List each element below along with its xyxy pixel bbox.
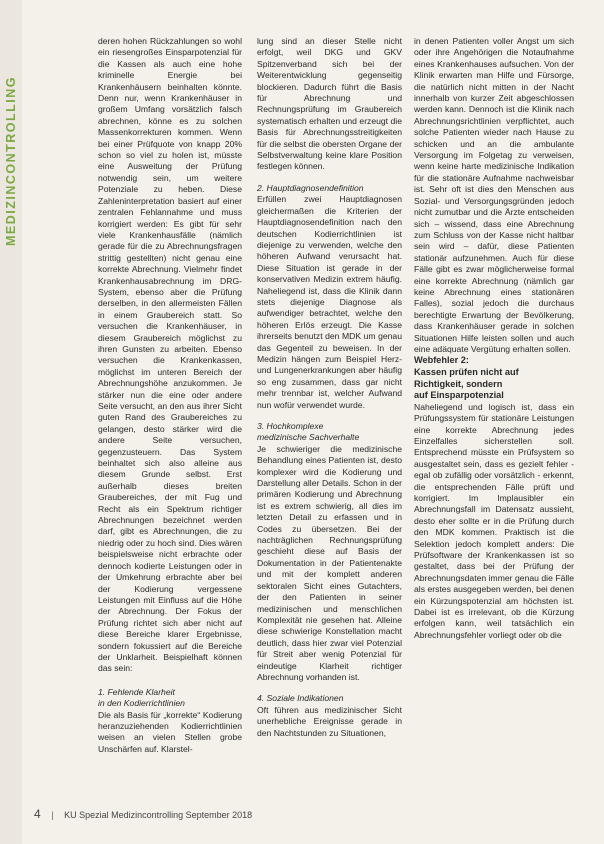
section-heading: Webfehler 2: Kassen prüfen nicht auf Richtigkeit, sondern auf Einsparpotenzial	[414, 355, 519, 401]
text-column-1	[98, 36, 242, 755]
paragraph: Naheliegend und logisch ist, dass ein Prüfungssystem für stationäre Leistungen eine korrekte Abrechnung jedes Einzelfalles sicherstellen soll. Entsprechend müsste ein Prüfsystem so ausgestaltet sein, dass es gezielt fehler - egal ob zufällig oder vorsätzlich - erkennt, die entsprechenden Fälle prüft und korrigiert. Im Implausibler ein Abrechnungsfall im Datensatz aussieht, desto eher sollte er in die Prüfung durch den MDK kommen. Praktisch ist die Selektion jedoch komplett anders: Die Prüfsoftware der Krankenkassen ist so gestaltet, dass bei der Prüfung der Abrechnungsdaten immer genau die Fälle als erstes ausgegeben werden, bei denen ein Kürzungspotenzial am höchsten ist. Dabei ist es irrelevant, ob die Kürzung erfolgen kann, weil tatsächlich ein Abrechnungsfehler vorliegt oder ob die	[414, 401, 574, 640]
paragraph: Die als Basis für „korrekte“ Kodierung heranzuziehenden Kodierrichtlinien weisen an vielen Stellen grobe Unschärfen auf. Klarstel-	[98, 709, 242, 754]
paragraph: deren hohen Rückzahlungen so wohl ein riesengroßes Einsparpotenzial für die Kassen als auch eine hohe kriminelle Energie bei Krankenhäusern beinhalten könnte. Denn nur, wenn Krankenhäuser in großem Umfang vorsätzlich falsch abrechnen, könne es zu solchen Massenkorrekturen kommen. Wenn bei einer Prüfquote von knapp 20% schon so viel zu holen ist, müsste eine Ausweitung der Prüfung notwendig sein, um weitere Potenziale zu heben. Diese Zahleninterpretation basiert auf einer zentralen Fehlannahme und muss korrigiert werden: Es gibt für sehr viele Krankenhausfälle (nämlich gerade für die zu Abrechnungsfragen strittig gestellten) nicht genau eine korrekte Abrechnung. Vielmehr findet Krankenhausabrechnung im DRG-System, ebenso aber die Prüfung derselben, in den allermeisten Fällen in einem Graubereich statt. So versuchen die Krankenhäuser, in diesem Graubereich möglichst zu ihren Gunsten zu arbeiten. Ebenso versuchen die Krankenkassen, möglichst im unteren Bereich der Abrechnungshöhe anzukommen. Je stärker nun die eine oder andere Seite versucht, an den aus ihrer Sicht guten Rand des Graubereiches zu gelangen, desto stärker wird die andere Seite versuchen, gegenzusteuern. Das System beinhaltet sich also alleine aus diesem Grunde selbst. Erst außerhalb dieses breiten Graubereiches, der mit Fug und Recht als ein Spektrum richtiger Abrechnungen bezeichnet werden darf, gibt es Abrechnungen, die zu niedrig oder zu hoch sind. Dies wären beispielsweise nicht erbrachte oder dennoch kodierte Leistungen oder in der Umkehrung erbrachte aber bei der Kodierung vergessene Leistungen mit Einfluss auf die Höhe der Abrechnung. Der Fokus der Prüfung richtet sich aber nicht auf diese Bereiche klarer Ergebnisse, sondern fokussiert auf die Bereiche der Unklarheit. Beispielhaft können das sein:	[98, 36, 242, 674]
paragraph: Je schwieriger die medizinische Behandlung eines Patienten ist, desto komplexer wird die Kodierung und Darstellung aller Details. Schon in der primären Kodierung und Abrechnung ist es extrem schwierig, all dies im letzten Detail zu erfassen und in Codes zu übersetzen. Bei der nachträglichen Rechnungsprüfung geschieht diese auf Basis der Dokumentation in der Patientenakte und mit der komplett anderen sektoralen Sicht eines Gutachters, der den Patienten in seiner medizinischen und menschlichen Komplexität nie gesehen hat. Alleine diese schwierige Konstellation macht deutlich, dass hier zwar viel Potenzial für Streit aber wenig Potenzial für eindeutige Klarheit richtiger Abrechnung vorhanden ist.	[257, 443, 402, 682]
subheading: 3. Hochkomplexe medizinische Sachverhalte	[257, 421, 360, 443]
page-footer	[34, 807, 252, 821]
text-column-3	[414, 36, 574, 641]
publication-name: KU Spezial Medizincontrolling September 2018	[64, 810, 253, 820]
section-sidebar	[0, 0, 22, 844]
section-label: MEDIZINCONTROLLING	[4, 75, 18, 247]
paragraph: Oft führen aus medizinischer Sicht unerhebliche Ereignisse gerade in den Nachtstunden zu Situationen,	[257, 704, 402, 738]
paragraph: Erfüllen zwei Hauptdiagnosen gleichermaßen die Kriterien der Hauptdiagnosendefinition nach den deutschen Kodierrichtlinien ist diejenige zu verwenden, welche den höheren Aufwand verursacht hat. Diese Situation ist gerade in der konservativen Medizin extrem häufig. Naheliegend ist, dass die Klinik dann stets diejenige Diagnose als aufwendiger betrachtet, welche den höheren Erlös erzeugt. Die Kasse ihrerseits benutzt den MDK um genau das Gegenteil zu beweisen. In der Medizin hängen zum Beispiel Herz- und Lungenerkrankungen aber häufig so eng zusammen, dass gar nicht mehr trennbar ist, welcher Aufwand nun wofür verwendet wurde.	[257, 194, 402, 410]
paragraph: in denen Patienten voller Angst um sich oder ihre Angehörigen die Notaufnahme eines Krankenhauses aufsuchen. Von der Klinik erwarten man Hilfe und Fürsorge, die natürlich nicht mitten in der Nacht innerhalb von kurzer Zeit abgeschlossen werden kann. Dennoch ist die Klinik nach Abrechnungsrichtlinien verpflichtet, auch solche Patienten wieder nach Hause zu schicken und an die ambulante Versorgung im Folgetag zu verweisen, wenn keine harte medizinische Indikation für die stationäre Aufnahme nachweisbar ist. Sehr oft ist dies den Menschen aus Sozial- und Versorgungsgründen jedoch nicht zumutbar und die Ärzte entscheiden sich – wissend, dass eine Abrechnung zum Schluss von der Kasse nicht haltbar sein wird – dafür, diese Patienten stationär aufzunehmen. Auch für diese Fälle gibt es zwar möglicherweise formal eine korrekte Abrechnung (nämlich gar keine Abrechnung eines stationären Falles), sozial jedoch die durchaus berechtigte Erwartung der Bevölkerung, dass Krankenhäuser gerade in solchen Situationen Hilfe leisten sollen und auch eine adäquate Vergütung erhalten sollen.	[414, 36, 574, 354]
subheading: 2. Hauptdiagnosendefinition	[257, 182, 364, 193]
paragraph: lung sind an dieser Stelle nicht erfolgt, weil DKG und GKV Spitzenverband sich bei der Weiterentwicklung gegenseitig blockieren. Dadurch führt die Basis für Abrechnung und Rechnungsprüfung im Graubereich systematisch erhalten und erzeugt die Basis für Abrechnungsstreitigkeiten für die selbst die obersten Organe der Selbstverwaltung keine klare Position festlegen können.	[257, 36, 402, 172]
subheading: 1. Fehlende Klarheit in den Kodierrichtlinien	[98, 686, 185, 709]
footer-separator: |	[51, 810, 54, 820]
page-number: 4	[34, 807, 41, 821]
text-column-2	[257, 36, 402, 739]
subheading: 4. Soziale Indikationen	[257, 693, 344, 704]
